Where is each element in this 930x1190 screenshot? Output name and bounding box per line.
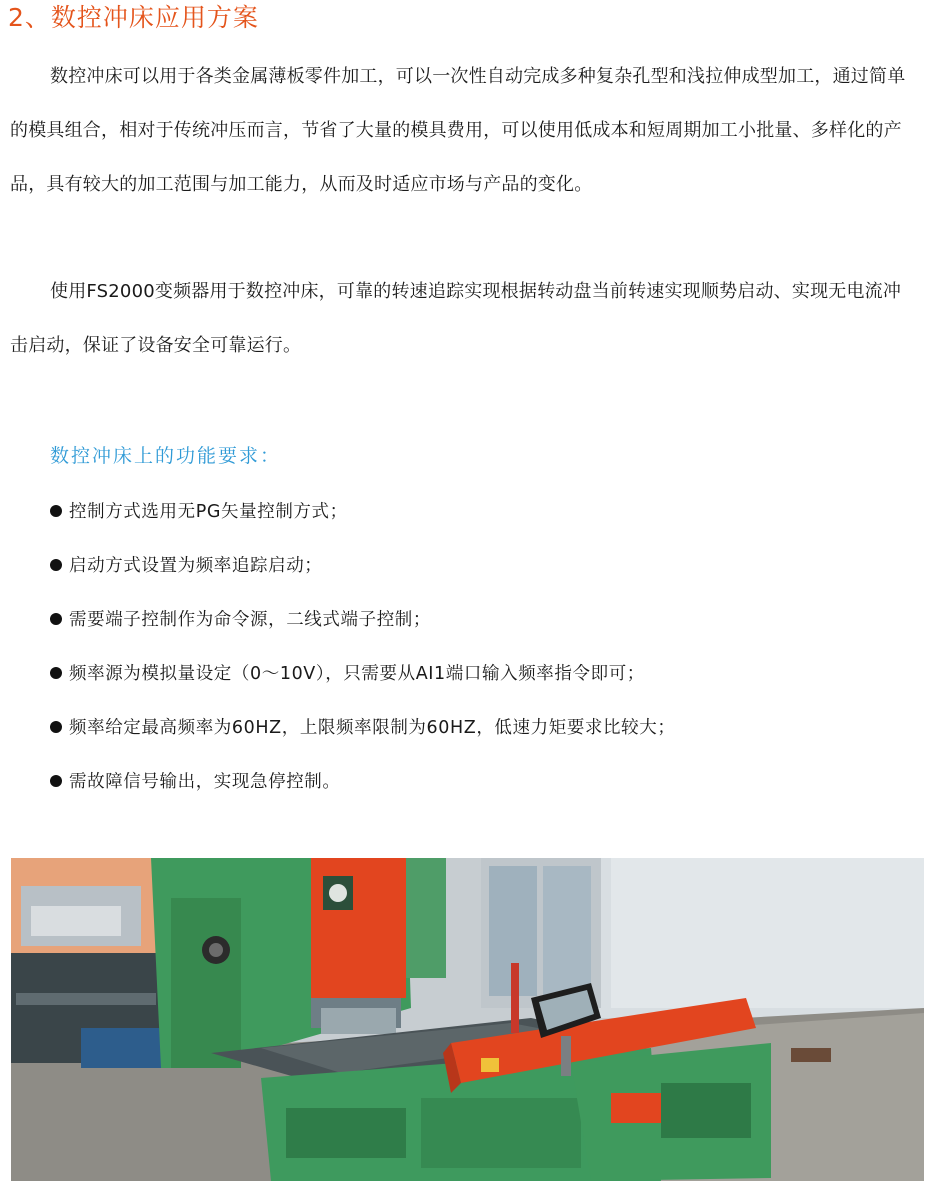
requirements-list [50, 495, 675, 819]
intro-paragraph-1-text: 数控冲床可以用于各类金属薄板零件加工，可以一次性自动完成多种复杂孔型和浅拉伸成型加工，通过简单的模具组合，相对于传统冲压而言，节省了大量的模具费用，可以使用低成本和短周期加工小批量、多样化的产品，具有较大的加工范围与加工能力，从而及时适应市场与产品的变化。 [10, 66, 906, 195]
bullet-icon [50, 721, 62, 733]
bullet-icon [50, 667, 62, 679]
requirement-item [50, 765, 675, 819]
requirement-item [50, 549, 675, 603]
requirement-item [50, 711, 675, 765]
requirement-text: 频率源为模拟量设定（0～10V），只需要从AI1端口输入频率指令即可； [69, 664, 645, 684]
bullet-icon [50, 559, 62, 571]
machine-illustration [11, 858, 924, 1181]
requirement-text: 启动方式设置为频率追踪启动； [69, 556, 323, 576]
intro-paragraph-1 [10, 50, 916, 212]
requirement-text: 需故障信号输出，实现急停控制。 [69, 772, 341, 792]
section-title: 2、数控冲床应用方案 [8, 3, 259, 32]
requirement-item [50, 495, 675, 549]
requirement-text: 频率给定最高频率为60HZ，上限频率限制为60HZ，低速力矩要求比较大； [69, 718, 676, 738]
cnc-punch-press-photo [11, 858, 924, 1181]
requirement-text: 需要端子控制作为命令源，二线式端子控制； [69, 610, 431, 630]
bullet-icon [50, 613, 62, 625]
requirements-title: 数控冲床上的功能要求： [50, 445, 282, 467]
bullet-icon [50, 775, 62, 787]
requirement-text: 控制方式选用无PG矢量控制方式； [69, 502, 348, 522]
intro-paragraph-2 [10, 265, 916, 373]
bullet-icon [50, 505, 62, 517]
requirement-item [50, 603, 675, 657]
requirement-item [50, 657, 675, 711]
intro-paragraph-2-text: 使用FS2000变频器用于数控冲床，可靠的转速追踪实现根据转动盘当前转速实现顺势启动、实现无电流冲击启动，保证了设备安全可靠运行。 [10, 281, 902, 356]
